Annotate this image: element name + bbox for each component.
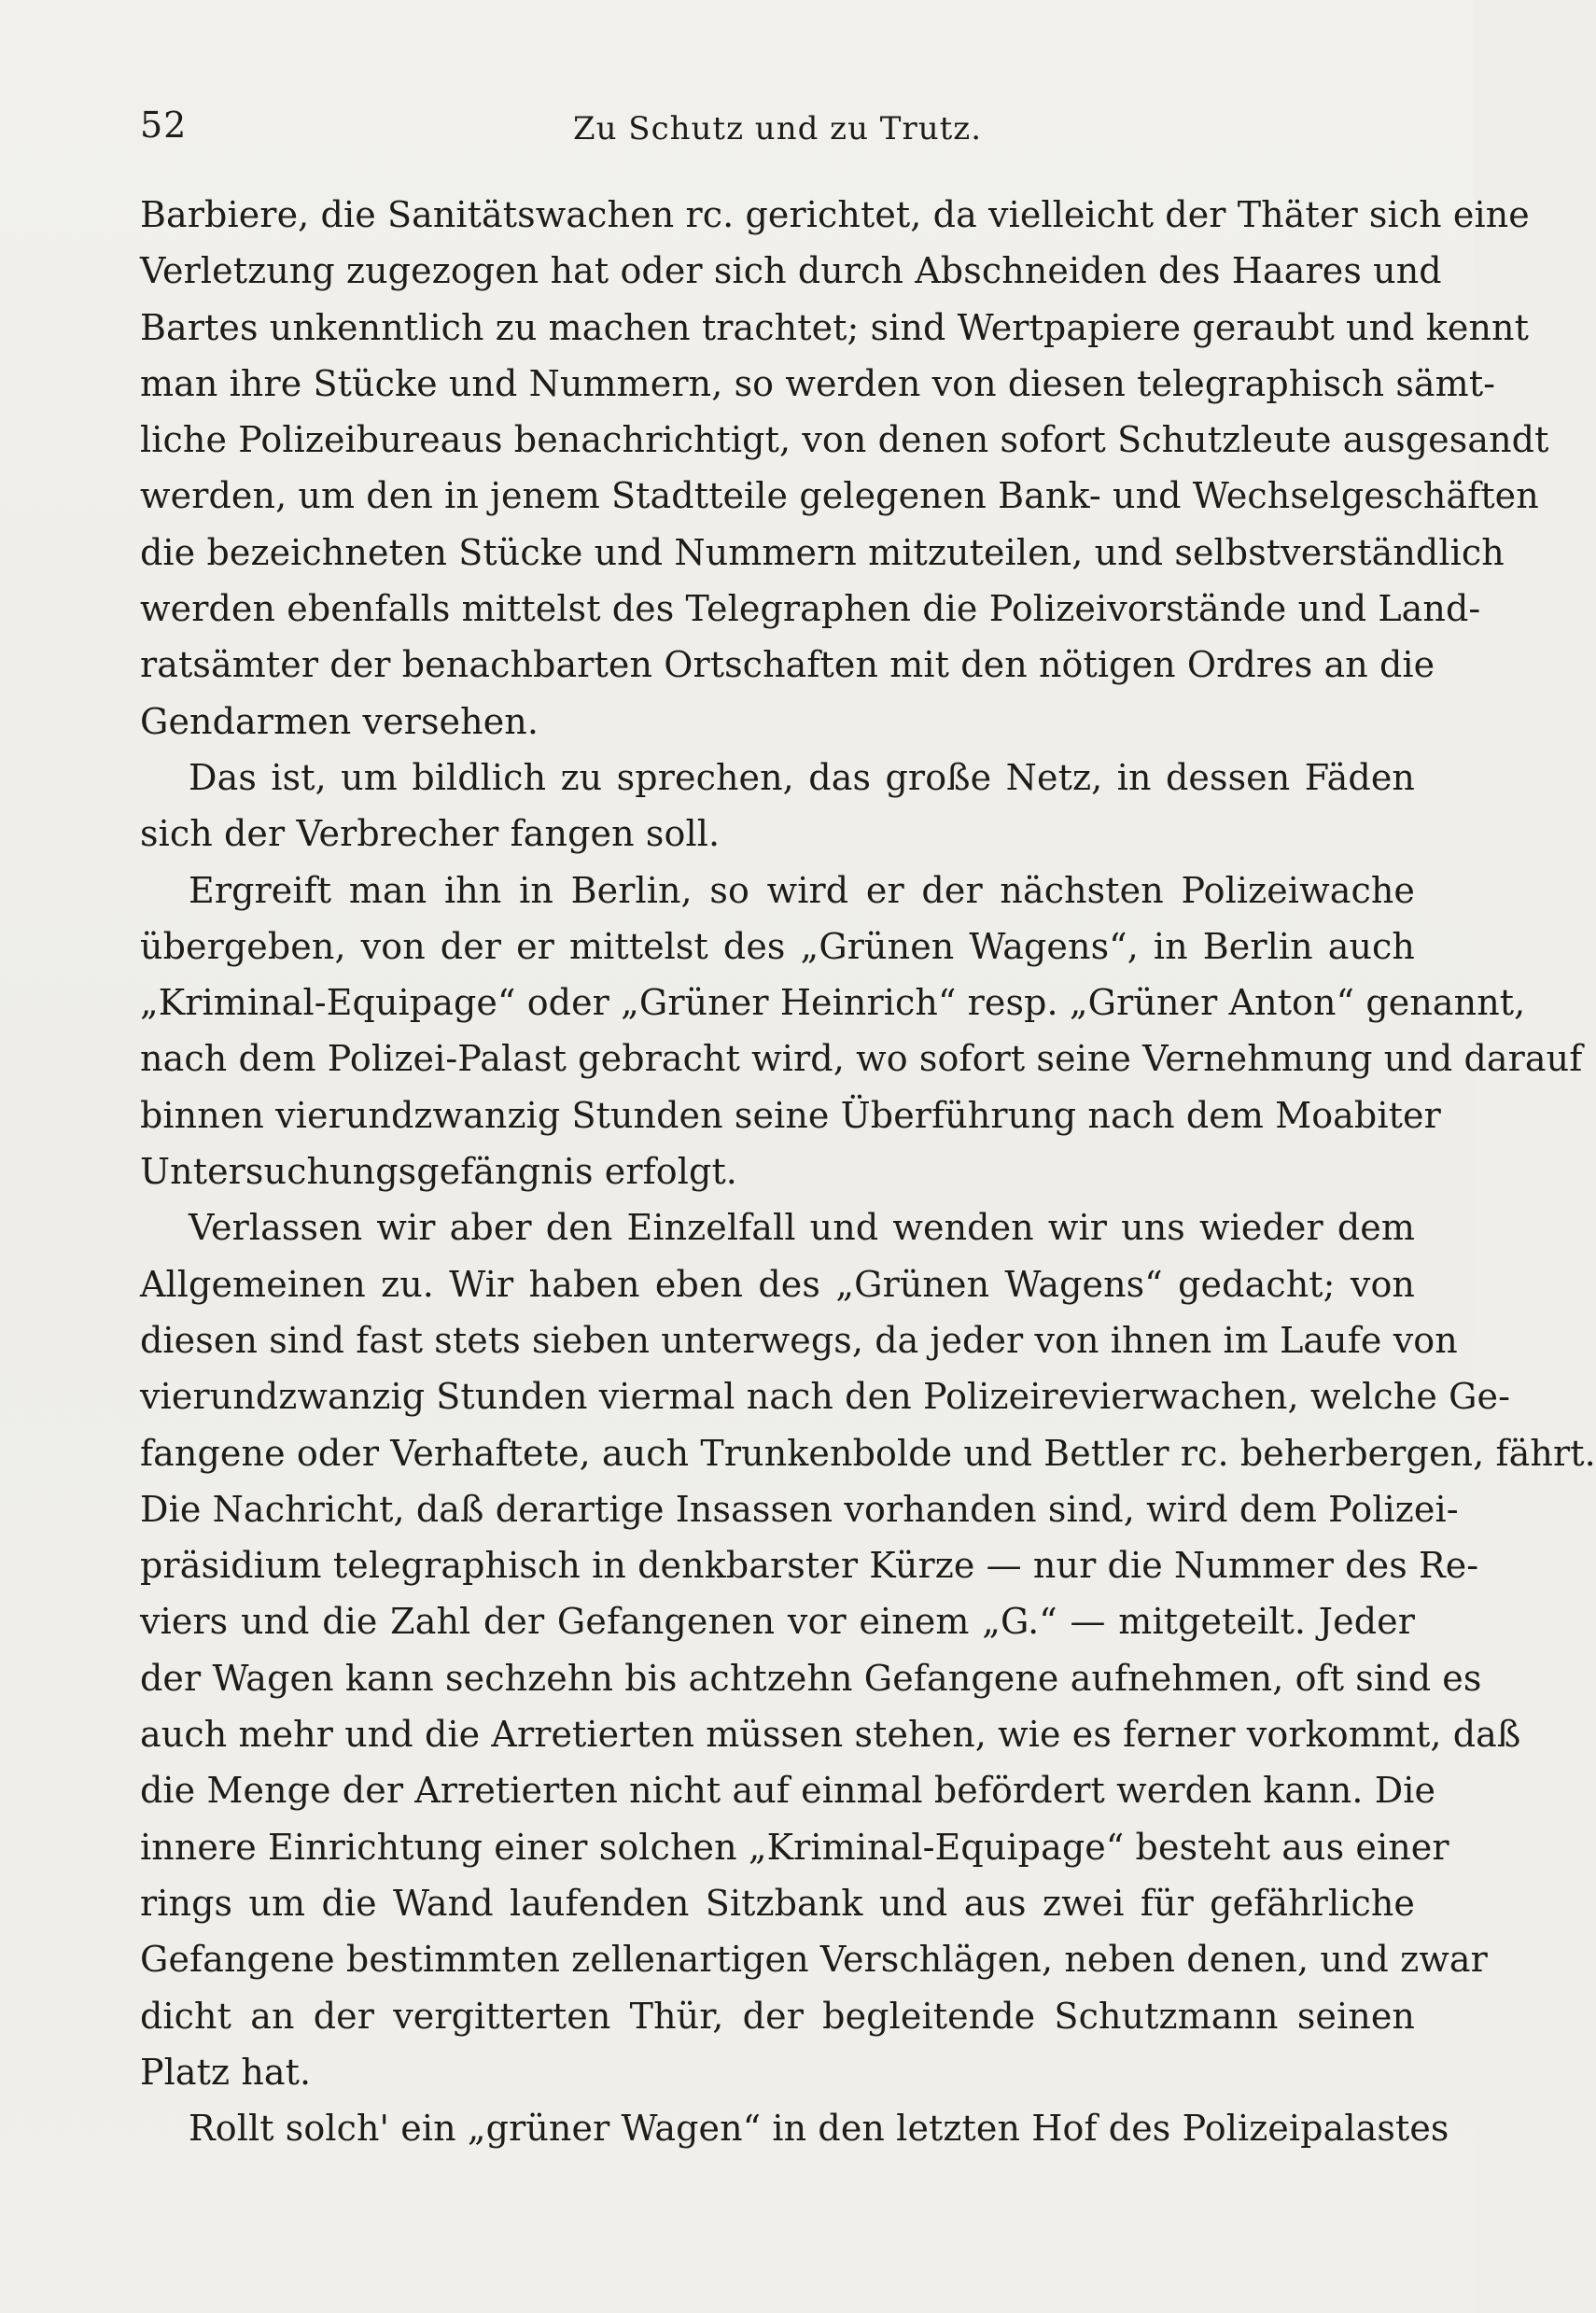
text-line: innere Einrichtung einer solchen „Kriminal-Equipage“ besteht aus einer	[140, 1826, 1449, 1868]
text-line: Allgemeinen zu. Wir haben eben des „Grünen Wagens“ gedacht; von	[140, 1263, 1415, 1305]
text-line: Barbiere, die Sanitätswachen rc. gerichtet, da vielleicht der Thäter sich eine	[140, 194, 1530, 235]
running-title: Zu Schutz und zu Trutz.	[572, 110, 983, 147]
text-line: Verlassen wir aber den Einzelfall und wenden wir uns wieder dem	[189, 1207, 1415, 1249]
text-line: Platz hat.	[140, 2051, 312, 2093]
text-line: Die Nachricht, daß derartige Insassen vorhanden sind, wird dem Polizei-	[140, 1488, 1459, 1530]
text-line: auch mehr und die Arretierten müssen stehen, wie es ferner vorkommt, daß	[140, 1714, 1521, 1756]
text-line: werden ebenfalls mittelst des Telegraphen die Polizeivorstände und Land-	[140, 588, 1481, 630]
body-text	[140, 187, 1596, 2156]
text-line: diesen sind fast stets sieben unterwegs, da jeder von ihnen im Laufe von	[140, 1319, 1458, 1361]
text-line: sich der Verbrecher fangen soll.	[140, 813, 721, 855]
text-line: Das ist, um bildlich zu sprechen, das große Netz, in dessen Fäden	[189, 756, 1415, 798]
text-line: vierundzwanzig Stunden viermal nach den Polizeirevierwachen, welche Ge-	[140, 1376, 1511, 1418]
text-line: man ihre Stücke und Nummern, so werden von diesen telegraphisch sämt-	[140, 362, 1496, 404]
text-line: fangene oder Verhaftete, auch Trunkenbolde und Bettler rc. beherbergen, fährt.	[140, 1432, 1596, 1474]
page-header	[140, 105, 1415, 161]
text-line: liche Polizeibureaus benachrichtigt, von denen sofort Schutzleute ausgesandt	[140, 419, 1549, 461]
text-line: die bezeichneten Stücke und Nummern mitzuteilen, und selbstverständlich	[140, 531, 1505, 573]
text-line: viers und die Zahl der Gefangenen vor einem „G.“ — mitgeteilt. Jeder	[140, 1601, 1415, 1643]
text-line: übergeben, von der er mittelst des „Grünen Wagens“, in Berlin auch	[140, 925, 1415, 967]
text-line: Gendarmen versehen.	[140, 700, 539, 742]
text-line: die Menge der Arretierten nicht auf einmal befördert werden kann. Die	[140, 1770, 1436, 1812]
text-line: Bartes unkenntlich zu machen trachtet; sind Wertpapiere geraubt und kennt	[140, 306, 1529, 348]
text-line: der Wagen kann sechzehn bis achtzehn Gefangene aufnehmen, oft sind es	[140, 1657, 1482, 1699]
text-line: ratsämter der benachbarten Ortschaften mit den nötigen Ordres an die	[140, 644, 1435, 686]
text-line: rings um die Wand laufenden Sitzbank und aus zwei für gefährliche	[140, 1882, 1415, 1924]
text-line: präsidium telegraphisch in denkbarster Kürze — nur die Nummer des Re-	[140, 1545, 1479, 1587]
page-number: 52	[140, 105, 188, 146]
text-line: Verletzung zugezogen hat oder sich durch Abschneiden des Haares und	[140, 250, 1442, 292]
text-line: Untersuchungsgefängnis erfolgt.	[140, 1151, 737, 1193]
text-line: binnen vierundzwanzig Stunden seine Überführung nach dem Moabiter	[140, 1094, 1441, 1136]
text-line: nach dem Polizei-Palast gebracht wird, wo sofort seine Vernehmung und darauf	[140, 1038, 1583, 1080]
text-line: dicht an der vergitterten Thür, der begleitende Schutzmann seinen	[140, 1995, 1415, 2037]
text-line: „Kriminal-Equipage“ oder „Grüner Heinrich“ resp. „Grüner Anton“ genannt,	[140, 982, 1526, 1024]
text-line: Ergreift man ihn in Berlin, so wird er der nächsten Polizeiwache	[189, 869, 1415, 911]
text-line: Gefangene bestimmten zellenartigen Verschlägen, neben denen, und zwar	[140, 1939, 1488, 1981]
text-line: Rollt solch' ein „grüner Wagen“ in den letzten Hof des Polizeipalastes	[189, 2108, 1449, 2150]
text-line: werden, um den in jenem Stadtteile gelegenen Bank- und Wechselgeschäften	[140, 475, 1539, 517]
